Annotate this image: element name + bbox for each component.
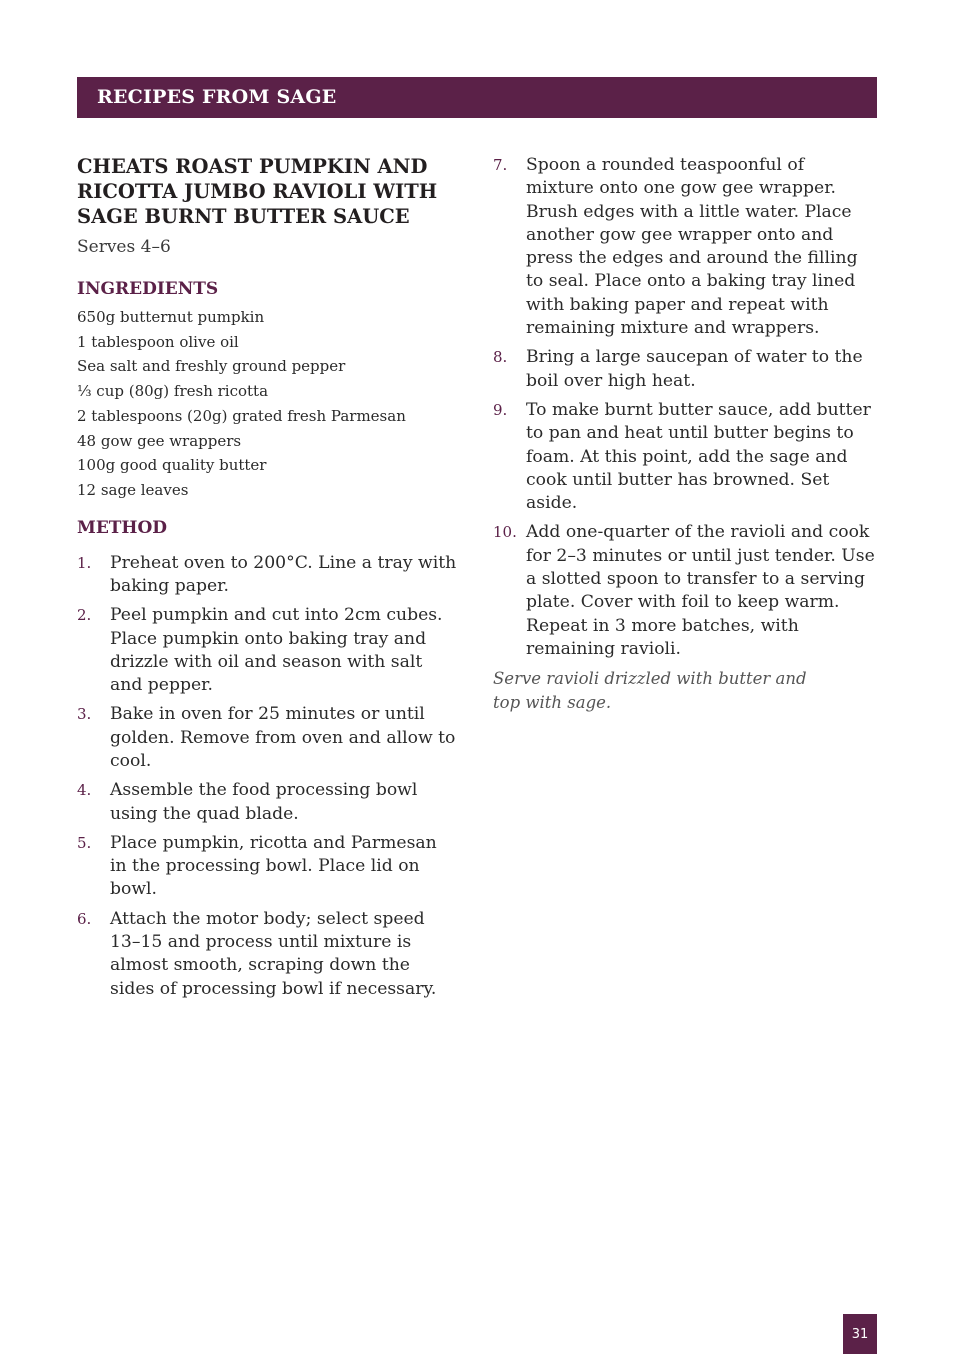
ingredient-item: ⅓ cup (80g) fresh ricotta: [77, 382, 269, 401]
step-text: Bring a large saucepan of water to the boil over high heat.: [526, 347, 863, 391]
left-column: [77, 154, 457, 1007]
step-text: Assemble the food processing bowl using the quad blade.: [110, 780, 418, 824]
section-header-bar: [77, 77, 877, 118]
method-steps-left: [77, 552, 457, 1001]
step-number: 3.: [77, 705, 92, 724]
step-text: Attach the motor body; select speed 13–15 and process until mixture is almost smooth, scraping down the sides of processing bowl if necessary.: [110, 908, 437, 999]
method-step: [77, 908, 457, 1001]
step-text: Bake in oven for 25 minutes or until golden. Remove from oven and allow to cool.: [110, 704, 456, 771]
step-text: Peel pumpkin and cut into 2cm cubes. Place pumpkin onto baking tray and drizzle with oil and season with salt and pepper.: [110, 605, 443, 696]
step-text: Spoon a rounded teaspoonful of mixture onto one gow gee wrapper. Brush edges with a little water. Place another gow gee wrapper onto and press the edges and around the filling to seal. Place onto a baking tray lined with baking paper and repeat with remaining mixture and wrappers.: [526, 155, 858, 339]
right-column: [493, 154, 877, 715]
recipe-title-line: CHEATS ROAST PUMPKIN AND: [77, 155, 428, 178]
ingredient-item: 650g butternut pumpkin: [77, 308, 265, 326]
ingredients-heading: INGREDIENTS: [77, 279, 219, 299]
step-text: To make burnt butter sauce, add butter to pan and heat until butter begins to foam. At this point, add the sage and cook until butter has browned. Set aside.: [526, 399, 871, 514]
ingredient-item: 48 gow gee wrappers: [77, 431, 242, 450]
step-number: 5.: [77, 833, 92, 852]
step-text: Add one-quarter of the ravioli and cook for 2–3 minutes or until just tender. Use a slotted spoon to transfer to a serving plate. Cover with foil to keep warm. Repeat in 3 more batches, with remaining ravioli.: [526, 522, 875, 659]
page-number-label: 31: [851, 1326, 869, 1342]
recipe-title-line: SAGE BURNT BUTTER SAUCE: [77, 205, 410, 228]
serves-text: Serves 4–6: [77, 237, 171, 257]
method-step: [77, 552, 457, 599]
page-number: [843, 1314, 877, 1354]
method-step: [493, 154, 877, 340]
method-step: [493, 346, 877, 393]
method-step: [77, 703, 457, 773]
step-text: Preheat oven to 200°C. Line a tray with baking paper.: [110, 552, 457, 596]
ingredient-item: 12 sage leaves: [77, 480, 189, 499]
step-number: 8.: [493, 348, 508, 367]
step-number: 1.: [77, 553, 92, 572]
ingredient-item: 1 tablespoon olive oil: [77, 332, 239, 351]
method-steps-right: [493, 154, 877, 661]
method-heading: METHOD: [77, 517, 168, 538]
step-number: 6.: [77, 909, 92, 928]
section-header-label: RECIPES FROM SAGE: [97, 86, 337, 108]
recipe-title-line: RICOTTA JUMBO RAVIOLI WITH: [77, 180, 438, 203]
ingredient-item: 100g good quality butter: [77, 456, 267, 475]
step-number: 10.: [493, 523, 517, 542]
method-step: [493, 399, 877, 515]
method-step: [77, 779, 457, 826]
method-step: [77, 832, 457, 902]
recipe-title: [77, 154, 457, 229]
step-number: 2.: [77, 606, 92, 625]
ingredient-item: Sea salt and freshly ground pepper: [77, 357, 346, 376]
method-step: [493, 521, 877, 661]
ingredient-item: 2 tablespoons (20g) grated fresh Parmesan: [77, 406, 406, 425]
serving-note: Serve ravioli drizzled with butter and top with sage.: [493, 669, 807, 713]
step-number: 9.: [493, 400, 508, 419]
method-step: [77, 604, 457, 697]
ingredient-list: [77, 305, 457, 503]
step-number: 4.: [77, 781, 92, 800]
step-number: 7.: [493, 156, 508, 174]
step-text: Place pumpkin, ricotta and Parmesan in the processing bowl. Place lid on bowl.: [110, 832, 437, 900]
